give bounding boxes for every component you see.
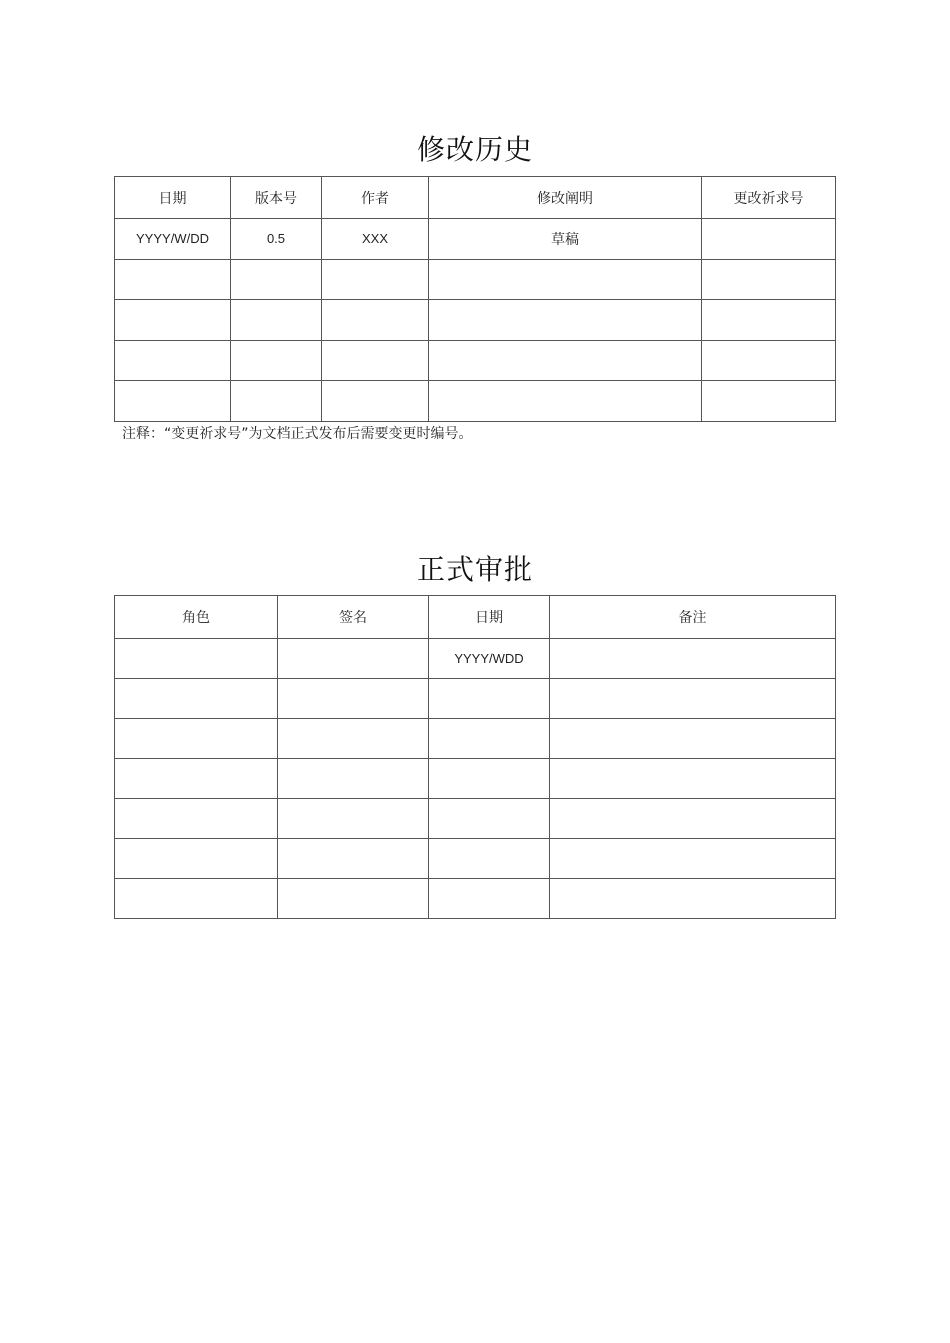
table-cell: [429, 879, 550, 919]
table-cell: [231, 340, 322, 381]
table-row: [115, 679, 836, 719]
table-cell: 0.5: [231, 219, 322, 260]
revision-history-table: [114, 176, 836, 422]
table-row: [115, 799, 836, 839]
table-cell: [278, 719, 429, 759]
table-cell: [278, 639, 429, 679]
table-cell: [702, 381, 836, 422]
history-table-note: 注释：“变更祈求号”为文档正式发布后需要变更时编号。: [122, 426, 473, 442]
table-row: [115, 219, 836, 260]
table-cell: [278, 839, 429, 879]
table-cell: [278, 799, 429, 839]
table-row: [115, 381, 836, 422]
table-cell: [702, 219, 836, 260]
table-cell: [702, 340, 836, 381]
column-header-author: 作者: [322, 177, 429, 219]
table-cell: XXX: [322, 219, 429, 260]
column-header-date: 日期: [429, 596, 550, 639]
table-cell: [115, 340, 231, 381]
table-cell: [115, 719, 278, 759]
table-cell: [278, 879, 429, 919]
column-header-change-request: 更改祈求号: [702, 177, 836, 219]
table-cell: [115, 259, 231, 300]
table-cell: [115, 839, 278, 879]
table-cell: [702, 259, 836, 300]
column-header-description: 修改阐明: [429, 177, 702, 219]
table-row: [115, 340, 836, 381]
table-cell: [278, 679, 429, 719]
approval-section-title: 正式审批: [416, 553, 533, 586]
table-cell: [702, 300, 836, 341]
table-cell: [429, 300, 702, 341]
column-header-remarks: 备注: [550, 596, 836, 639]
column-header-role: 角色: [115, 596, 278, 639]
column-header-date: 日期: [115, 177, 231, 219]
column-header-signature: 签名: [278, 596, 429, 639]
table-cell: [115, 300, 231, 341]
table-header-row: [115, 596, 836, 639]
table-cell: 草稿: [429, 219, 702, 260]
table-cell: [115, 381, 231, 422]
table-cell: [115, 799, 278, 839]
table-cell: [429, 381, 702, 422]
table-cell: [322, 381, 429, 422]
table-row: [115, 839, 836, 879]
table-cell: [550, 879, 836, 919]
table-cell: YYYY/WDD: [429, 639, 550, 679]
table-row: [115, 639, 836, 679]
table-cell: [429, 839, 550, 879]
table-cell: [550, 639, 836, 679]
table-cell: [429, 759, 550, 799]
table-row: [115, 259, 836, 300]
table-cell: [429, 259, 702, 300]
history-section-title: 修改历史: [416, 133, 533, 166]
table-cell: [115, 879, 278, 919]
table-cell: [322, 340, 429, 381]
table-cell: YYYY/W/DD: [115, 219, 231, 260]
table-cell: [429, 340, 702, 381]
table-cell: [550, 799, 836, 839]
table-cell: [115, 679, 278, 719]
table-cell: [231, 300, 322, 341]
table-cell: [115, 759, 278, 799]
table-cell: [278, 759, 429, 799]
table-cell: [550, 759, 836, 799]
table-cell: [322, 300, 429, 341]
approval-table: [114, 595, 836, 919]
table-cell: [429, 679, 550, 719]
table-cell: [550, 679, 836, 719]
table-cell: [322, 259, 429, 300]
column-header-version: 版本号: [231, 177, 322, 219]
table-cell: [550, 839, 836, 879]
table-row: [115, 759, 836, 799]
table-row: [115, 719, 836, 759]
table-cell: [429, 719, 550, 759]
table-cell: [550, 719, 836, 759]
table-row: [115, 879, 836, 919]
table-cell: [231, 259, 322, 300]
table-header-row: [115, 177, 836, 219]
table-cell: [115, 639, 278, 679]
table-row: [115, 300, 836, 341]
table-cell: [231, 381, 322, 422]
table-cell: [429, 799, 550, 839]
